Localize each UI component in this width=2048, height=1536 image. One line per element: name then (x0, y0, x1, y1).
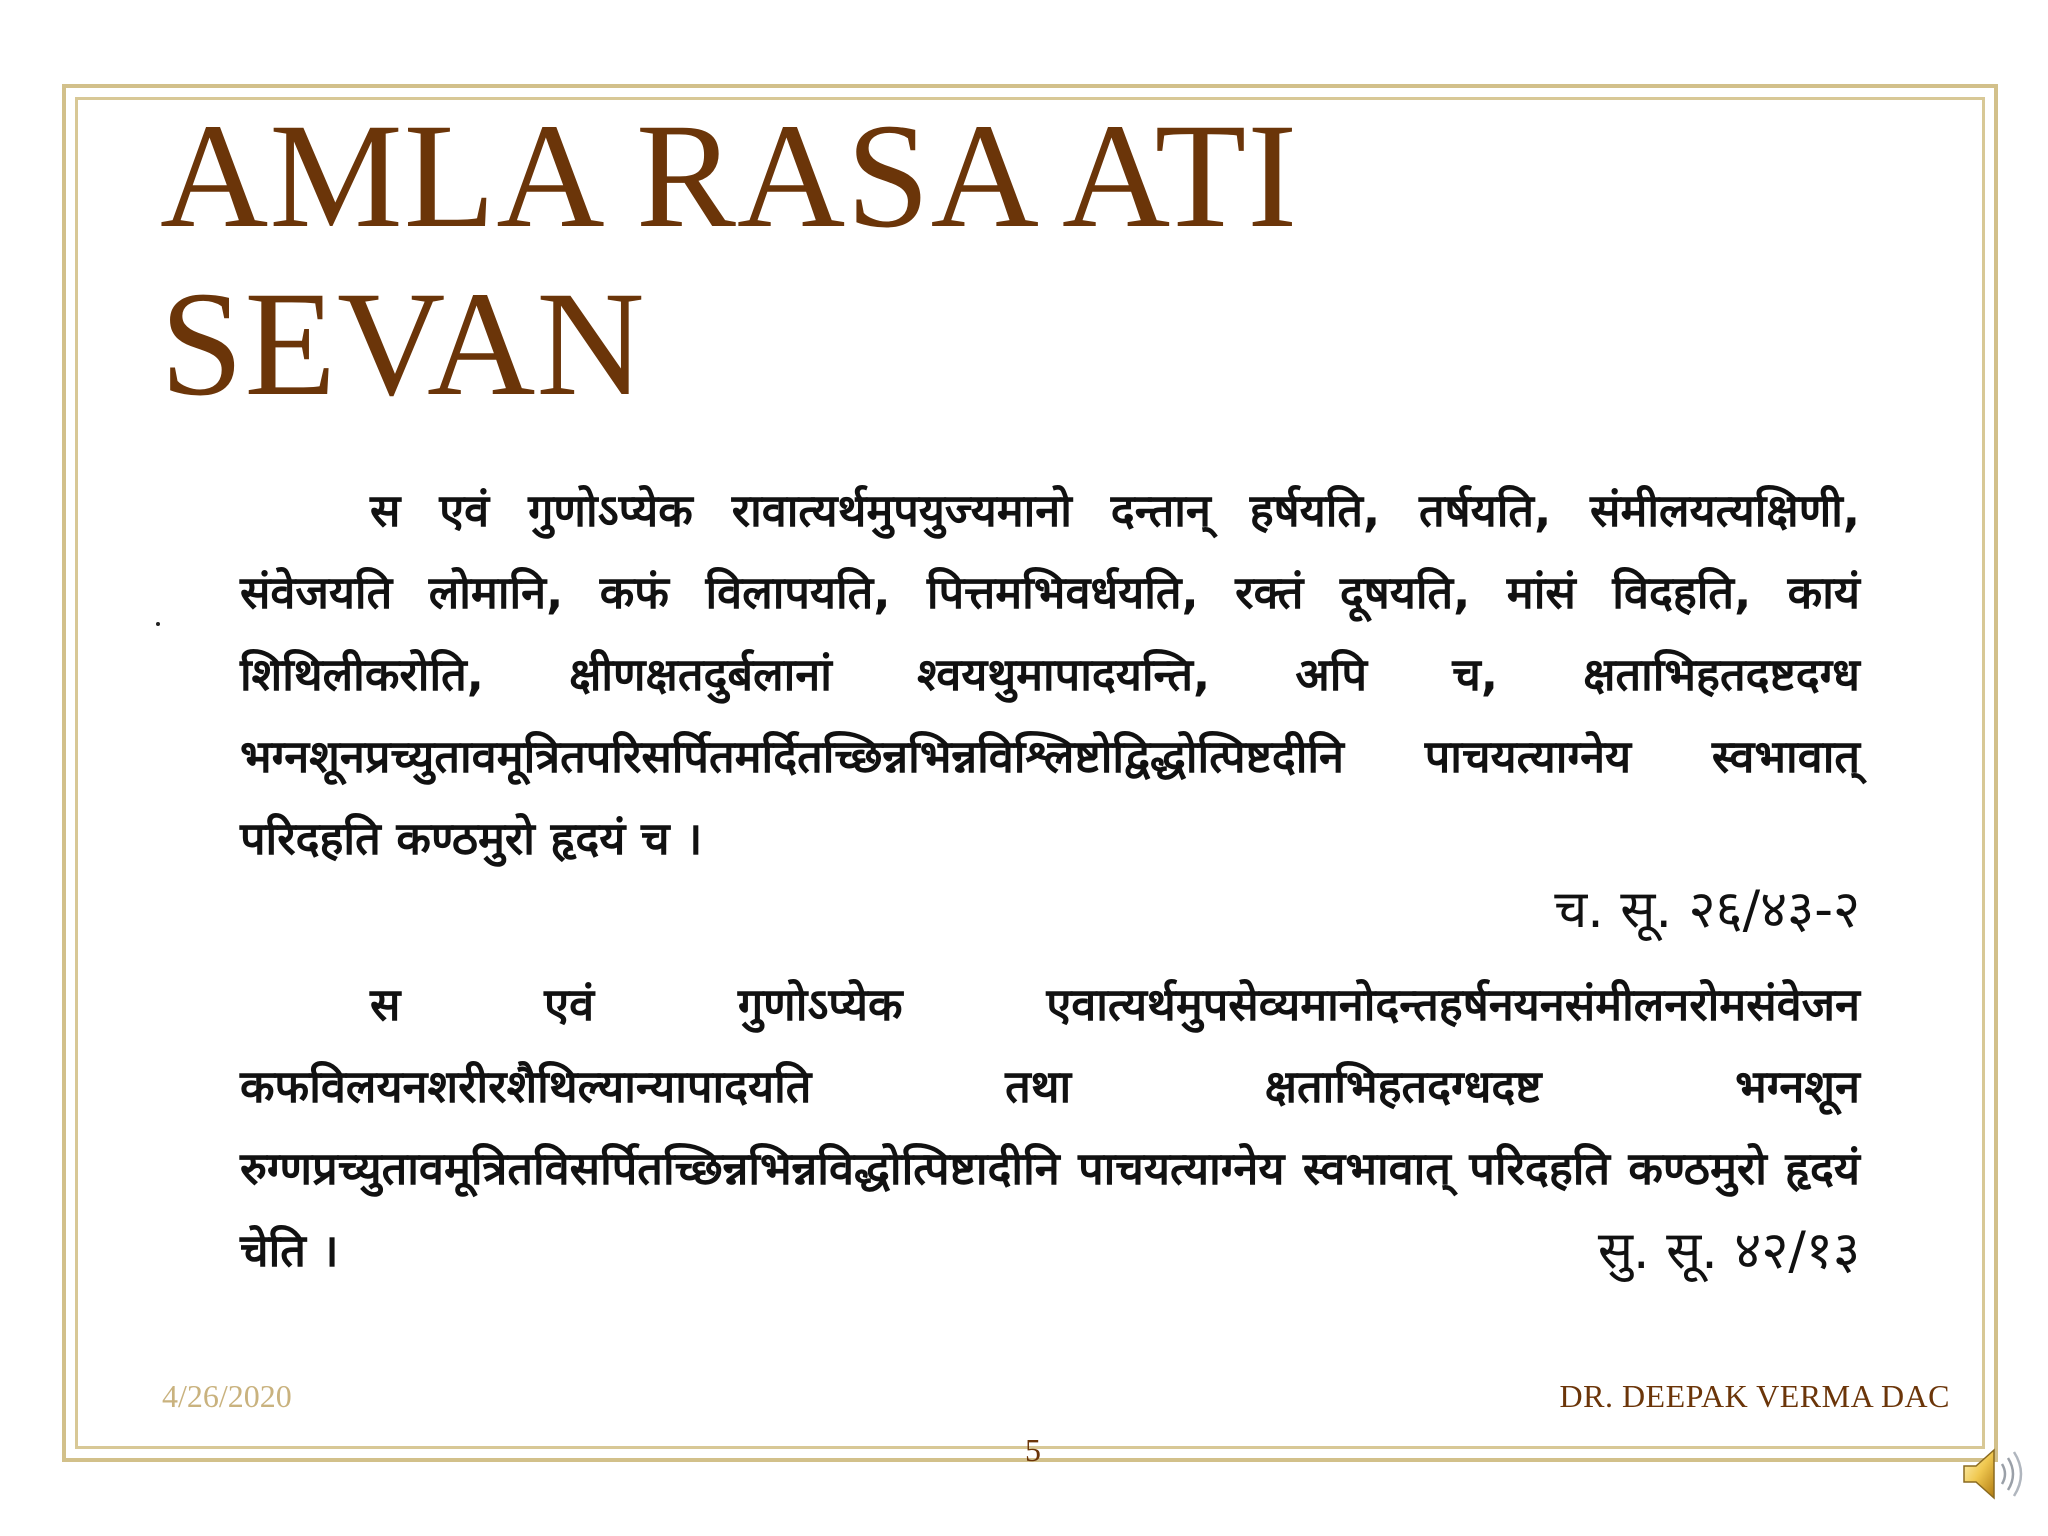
page-number: 5 (1025, 1432, 1041, 1468)
stray-mark (156, 622, 160, 626)
speaker-icon[interactable] (1958, 1440, 2030, 1508)
scanned-text-block (240, 470, 1860, 1292)
sanskrit-passage-2 (240, 964, 1860, 1292)
sanskrit-passage-2-text: स एवं गुणोऽप्येक एवात्यर्थमुपसेव्यमानोदन्तहर्षनयनसंमीलनरोमसंवेजन कफविलयनशरीरशैथिल्यान्यापादयति तथा क्षताभिहतदग्धदष्ट भग्नशून रुग्णप्रच्युतावमूत्रितविसर्पितच्छिन्नभिन्नविद्धोत्पिष्टादीनि पाचयत्याग्नेय स्वभावात् परिदहति कण्ठमुरो हृदयं चेति । (240, 978, 1860, 1277)
reference-sushruta: सु. सू. ४२/१३ (1597, 1221, 1860, 1281)
reference-charaka: च. सू. २६/४३-२ (1554, 880, 1860, 940)
footer-author: DR. DEEPAK VERMA DAC (1559, 1378, 1950, 1414)
slide-title: AMLA RASA ATI SEVAN (160, 93, 1299, 427)
footer-date: 4/26/2020 (162, 1378, 292, 1414)
sanskrit-passage-1: स एवं गुणोऽप्येक रावात्यर्थमुपयुज्यमानो दन्तान् हर्षयति, तर्षयति, संमीलयत्यक्षिणी, संवेजयति लोमानि, कफं विलापयति, पित्तमभिवर्धयति, रक्तं दूषयति, मांसं विदहति, कायं शिथिलीकरोति, क्षीणक्षतदुर्बलानां श्वयथुमापादयन्ति, अपि च, क्षताभिहतदष्टदग्ध भग्नशूनप्रच्युतावमूत्रितपरिसर्पितमर्दितच्छिन्नभिन्नविश्लिष्टोद्विद्धोत्पिष्टदीनि पाचयत्याग्नेय स्वभावात् परिदहति कण्ठमुरो हृदयं च । (240, 484, 1860, 865)
